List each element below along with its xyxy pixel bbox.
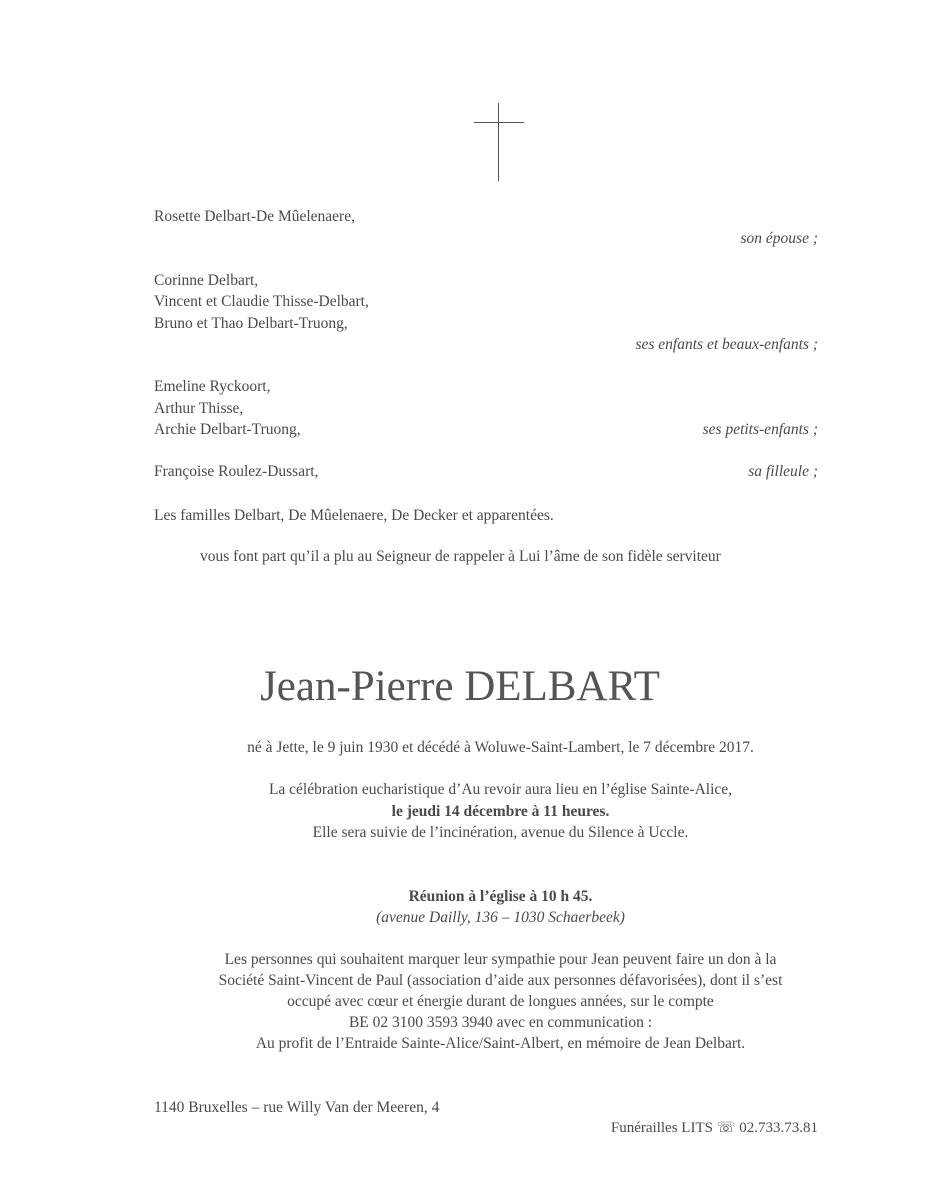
goddaughter-name: Françoise Roulez-Dussart, xyxy=(154,463,319,480)
donation-line-5: Au profit de l’Entraide Sainte-Alice/Saint-Albert, en mémoire de Jean Delbart. xyxy=(255,1035,746,1052)
goddaughter-role: sa filleule ; xyxy=(748,463,818,480)
families-line: Les familles Delbart, De Mûelenaere, De Decker et apparentées. xyxy=(154,507,554,524)
wife-name: Rosette Delbart-De Mûelenaere, xyxy=(154,208,355,225)
wife-role: son épouse ; xyxy=(740,230,818,247)
donation-line-1: Les personnes qui souhaitent marquer leur sympathie pour Jean peuvent faire un don à la xyxy=(224,951,777,968)
grandchild-1: Emeline Ryckoort, xyxy=(154,378,271,395)
grandchildren-role: ses petits-enfants ; xyxy=(702,421,818,438)
ceremony-line-3: Elle sera suivie de l’incinération, avenue du Silence à Uccle. xyxy=(312,824,689,841)
grandchild-3: Archie Delbart-Truong, xyxy=(154,421,301,438)
donation-line-2: Société Saint-Vincent de Paul (association d’aide aux personnes défavorisées), dont il s’est xyxy=(218,972,783,989)
grandchild-2: Arthur Thisse, xyxy=(154,400,244,417)
ceremony-date: le jeudi 14 décembre à 11 heures. xyxy=(391,803,610,820)
children-role: ses enfants et beaux-enfants ; xyxy=(635,336,818,353)
deceased-dates: né à Jette, le 9 juin 1930 et décédé à Woluwe-Saint-Lambert, le 7 décembre 2017. xyxy=(247,739,754,756)
child-3: Bruno et Thao Delbart-Truong, xyxy=(154,315,348,332)
ceremony-line-1: La célébration eucharistique d’Au revoir aura lieu en l’église Sainte-Alice, xyxy=(268,781,733,798)
donation-line-3: occupé avec cœur et énergie durant de longues années, sur le compte xyxy=(287,993,714,1010)
deceased-name: Jean-Pierre DELBART xyxy=(260,663,660,710)
child-2: Vincent et Claudie Thisse-Delbart, xyxy=(154,293,369,310)
telephone-icon: ☏ xyxy=(716,1120,736,1136)
footer-address: 1140 Bruxelles – rue Willy Van der Meeren, 4 xyxy=(154,1099,440,1116)
meeting-title: Réunion à l’église à 10 h 45. xyxy=(408,888,593,905)
meeting-address: (avenue Dailly, 136 – 1030 Schaerbeek) xyxy=(376,909,625,926)
funeral-home-name: Funérailles LITS xyxy=(610,1120,713,1136)
child-1: Corinne Delbart, xyxy=(154,272,259,289)
funeral-home-contact xyxy=(611,1118,818,1139)
announcement: vous font part qu’il a plu au Seigneur de rappeler à Lui l’âme de son fidèle serviteur xyxy=(200,548,721,565)
donation-line-4: BE 02 3100 3593 3940 avec en communication : xyxy=(348,1014,653,1031)
funeral-home-phone: 02.733.73.81 xyxy=(739,1120,818,1136)
cross-icon xyxy=(474,103,524,181)
